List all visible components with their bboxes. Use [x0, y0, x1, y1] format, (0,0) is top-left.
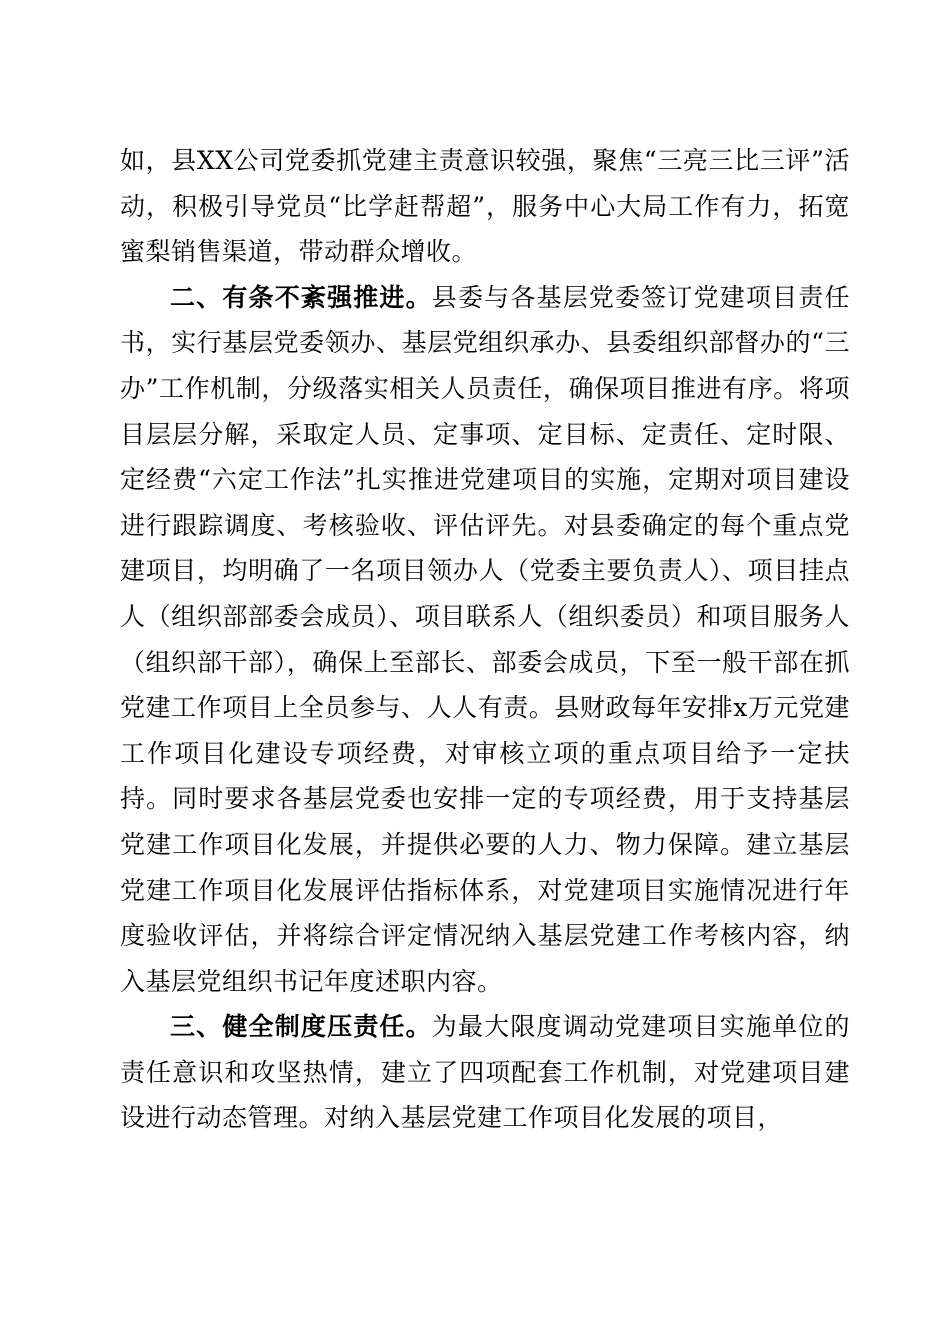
paragraph-section-two [120, 275, 850, 1005]
paragraph-text: 如，县XX公司党委抓党建主责意识较强，聚焦“三亮三比三评”活动，积极引导党员“比学赶帮超”，服务中心大局工作有力，拓宽蜜梨销售渠道，带动群众增收。 [120, 146, 850, 267]
document-body [120, 138, 850, 1141]
paragraph-continuation [120, 138, 850, 275]
paragraph-section-three [120, 1004, 850, 1141]
section-heading: 三、健全制度压责任。 [170, 1012, 432, 1042]
paragraph-text: 县委与各基层党委签订党建项目责任书，实行基层党委领办、基层党组织承办、县委组织部督办的“三办”工作机制，分级落实相关人员责任，确保项目推进有序。将项目层层分解，采取定人员、定事项、定目标、定责任、定时限、定经费“六定工作法”扎实推进党建项目的实施，定期对项目建设进行跟踪调度、考核验收、评估评先。对县委确定的每个重点党建项目，均明确了一名项目领办人（党委主要负责人）、项目挂点人（组织部部委会成员）、项目联系人（组织委员）和项目服务人（组织部干部），确保上至部长、部委会成员，下至一般干部在抓党建工作项目上全员参与、人人有责。县财政每年安排x万元党建工作项目化建设专项经费，对审核立项的重点项目给予一定扶持。同时要求各基层党委也安排一定的专项经费，用于支持基层党建工作项目化发展，并提供必要的人力、物力保障。建立基层党建工作项目化发展评估指标体系，对党建项目实施情况进行年度验收评估，并将综合评定情况纳入基层党建工作考核内容，纳入基层党组织书记年度述职内容。 [120, 282, 850, 996]
paragraph-text: 为最大限度调动党建项目实施单位的责任意识和攻坚热情，建立了四项配套工作机制，对党建项目建设进行动态管理。对纳入基层党建工作项目化发展的项目， [120, 1012, 850, 1133]
section-heading: 二、有条不紊强推进。 [170, 282, 432, 312]
